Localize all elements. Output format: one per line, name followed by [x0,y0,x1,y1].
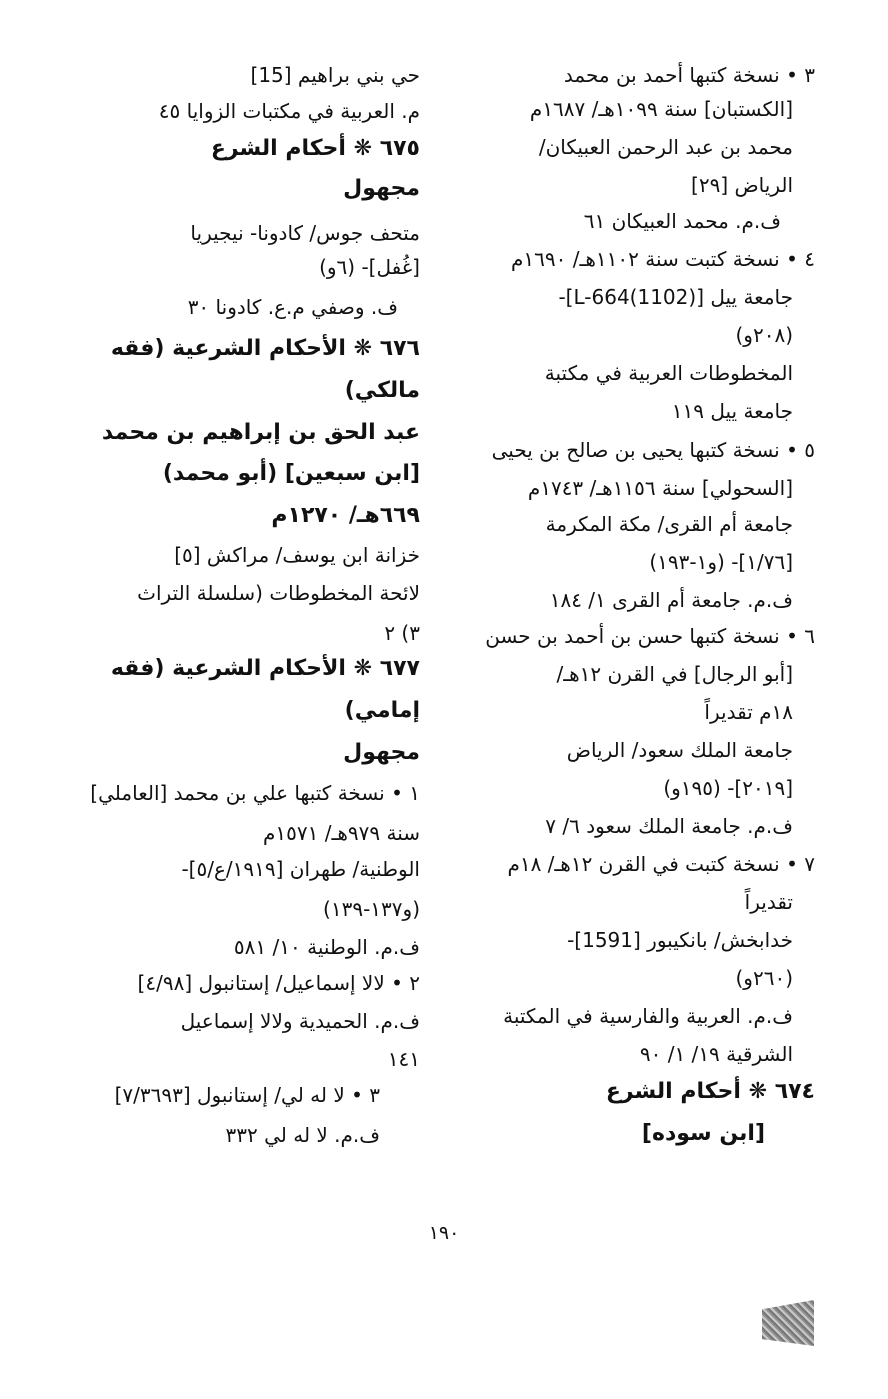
text-line: خزانة ابن يوسف/ مراكش [٥] [174,543,420,567]
text-line: مالكي) [344,378,420,403]
text-line: ٧ • نسخة كتبت في القرن ١٢هـ/ ١٨م [507,852,815,876]
text-line: ف.م. الوطنية ١٠/ ٥٨١ [233,935,420,959]
text-line: [أبو الرجال] في القرن ١٢هـ/ [556,662,793,686]
text-line: ٣ • نسخة كتبها أحمد بن محمد [563,63,815,87]
text-line: [غُفل]- (٦و) [319,255,420,279]
text-line: محمد بن عبد الرحمن العبيكان/ [538,135,793,159]
text-line: ٦٧٧ ❋ الأحكام الشرعية (فقه [110,656,420,681]
text-line: ١٨م تقديراً [704,700,793,724]
text-line: (و١٣٧-١٣٩) [323,897,420,921]
text-line: [١/٧٦]- (و١-١٩٣) [649,550,793,574]
text-line: [السحولي] سنة ١١٥٦هـ/ ١٧٤٣م [527,476,793,500]
text-line: حي بني براهيم [15] [250,63,420,87]
text-line: ١٤١ [387,1047,420,1071]
text-line: سنة ٩٧٩هـ/ ١٥٧١م [263,821,420,845]
text-line: الرياض [٢٩] [691,173,793,197]
text-line: ٤ • نسخة كتبت سنة ١١٠٢هـ/ ١٦٩٠م [511,247,815,271]
text-line: ٥ • نسخة كتبها يحيى بن صالح بن يحيى [491,438,815,462]
text-line: ٦ • نسخة كتبها حسن بن أحمد بن حسن [485,624,815,648]
text-line: متحف جوس/ كادونا- نيجيريا [190,221,420,245]
text-line: ف.م. العربية والفارسية في المكتبة [503,1004,793,1028]
text-line: جامعة ييل [L-664(1102)]- [558,285,793,309]
text-line: ١ • نسخة كتبها علي بن محمد [العاملي] [90,781,420,805]
text-line: جامعة ييل ١١٩ [671,399,793,423]
text-line: [٢٠١٩]- (١٩٥و) [663,776,793,800]
text-line: ٣ • لا له لي/ إستانبول [٧/٣٦٩٣] [114,1083,380,1107]
text-line: ٦٧٥ ❋ أحكام الشرع [210,136,420,161]
text-line: ٦٦٩هـ/ ١٢٧٠م [271,503,420,528]
text-line: ٦٧٦ ❋ الأحكام الشرعية (فقه [110,336,420,361]
text-line: لائحة المخطوطات (سلسلة التراث [137,581,420,605]
text-line: المخطوطات العربية في مكتبة [544,361,793,385]
text-line: جامعة أم القرى/ مكة المكرمة [545,512,793,536]
text-line: ف.م. محمد العبيكان ٦١ [583,209,781,233]
text-line: [ابن سوده] [641,1121,765,1146]
text-line: جامعة الملك سعود/ الرياض [566,738,793,762]
text-line: م. العربية في مكتبات الزوايا ٤٥ [158,99,420,123]
text-line: الوطنية/ طهران [١٩١٩/ع/٥]- [181,857,420,881]
text-line: تقديراً [744,890,793,914]
text-line: الشرقية ١٩/ ١/ ٩٠ [639,1042,793,1066]
text-line: ف.م. جامعة الملك سعود ٦/ ٧ [545,814,793,838]
text-line: ف. وصفي م.ع. كادونا ٣٠ [187,295,398,319]
text-line: ٢ • لالا إسماعيل/ إستانبول [٤/٩٨] [137,971,420,995]
text-line: مجهول [343,740,420,765]
text-line: إمامي) [344,698,420,723]
text-line: ٦٧٤ ❋ أحكام الشرع [605,1079,815,1104]
text-line: خدابخش/ بانكيبور [1591]- [567,928,793,952]
corner-stamp-image [762,1300,814,1346]
text-line: عبد الحق بن إبراهيم بن محمد [101,420,420,445]
text-line: ف.م. الحميدية ولالا إسماعيل [180,1009,420,1033]
text-line: (٢٦٠و) [735,966,793,990]
text-line: مجهول [343,176,420,201]
text-line: ف.م. لا له لي ٣٣٢ [225,1123,380,1147]
text-line: [الكستبان] سنة ١٠٩٩هـ/ ١٦٨٧م [529,97,793,121]
page-number: ١٩٠ [428,1222,460,1244]
text-line: [ابن سبعين] (أبو محمد) [162,461,420,486]
text-line: ف.م. جامعة أم القرى ١/ ١٨٤ [549,588,793,612]
text-line: ٣) ٢ [384,621,420,645]
text-line: (٢٠٨و) [735,323,793,347]
